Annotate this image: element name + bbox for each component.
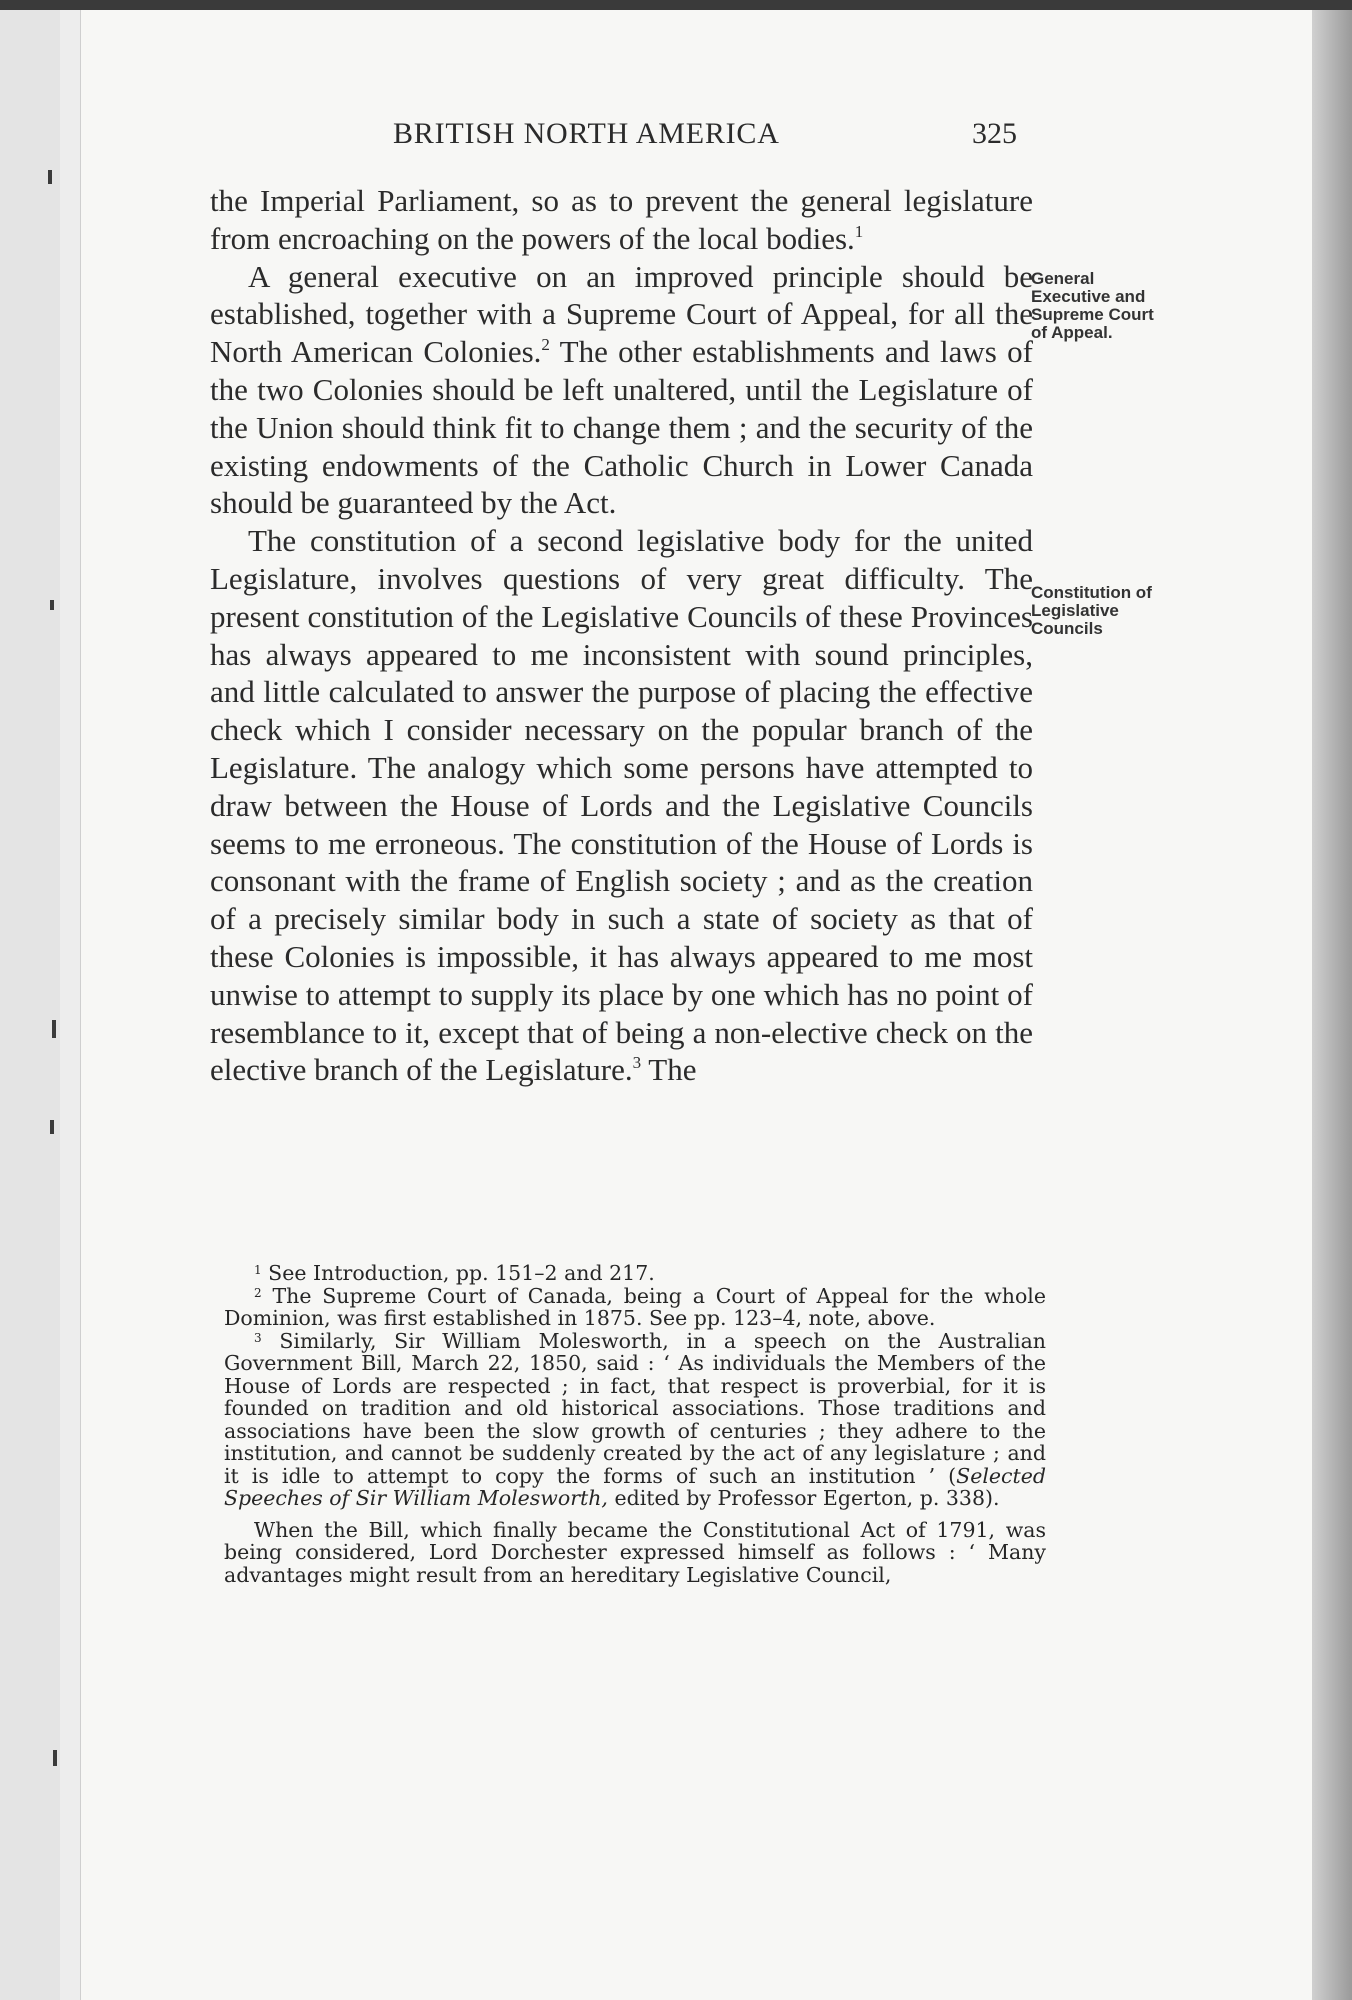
binding-mark <box>50 600 54 610</box>
footnote-book-title: Selected Speeches of Sir William Molesworth, <box>224 1463 1046 1510</box>
paragraph-text: The constitution of a second legislative body for the united Legislature, involves questions of very great difficulty. The present constitution of the Legislative Councils of these Provinces has always appeared to me inconsistent with sound principles, and little calculated to answer the purpose of placing the effective check which I consider necessary on the popular branch of the Legislature. The analogy which some persons have attempted to draw between the House of Lords and the Legislative Councils seems to me erroneous. The constitution of the House of Lords is consonant with the frame of English society ; and as the creation of a precisely similar body in such a state of society as that of these Colonies is impossible, it has always appeared to me most unwise to attempt to supply its place by one which has no point of resemblance to it, except that of being a non-elective check on the elective branch of the Legislature. <box>210 523 1033 1088</box>
binding-mark <box>53 1750 57 1766</box>
main-text <box>210 182 1033 1089</box>
binding-mark <box>50 1120 54 1134</box>
page-edge <box>1312 10 1352 2000</box>
running-head: BRITISH NORTH AMERICA <box>393 117 780 150</box>
footnote-ref: 2 <box>541 335 550 355</box>
footnote-ref: 1 <box>854 221 864 241</box>
paragraph-text: A general executive on an improved principle should be established, together with a Supreme Court of Appeal, for all the North American Colonies. <box>210 258 1033 370</box>
footnote-number: 3 <box>254 1330 262 1345</box>
scan-top-border <box>0 0 1352 10</box>
page-number: 325 <box>972 117 1017 150</box>
paragraph-text: The <box>641 1052 697 1088</box>
margin-note-constitution: Constitution of Legislative Councils <box>1031 583 1152 638</box>
paragraph <box>210 522 1033 1089</box>
paragraph-text: the Imperial Parliament, so as to prevent the general legislature from encroaching on the powers of the local bodies. <box>210 183 1033 256</box>
paragraph <box>210 182 1033 258</box>
footnote-text: When the Bill, which finally became the Constitutional Act of 1791, was being considered, Lord Dorchester expressed himself as follows : ‘ Many advantages might result from an hereditary Legislative Council, <box>224 1517 1046 1587</box>
margin-note-general-executive: General Executive and Supreme Court of Appeal. <box>1031 269 1154 342</box>
paragraph <box>210 258 1033 523</box>
footnote-text: Similarly, Sir William Molesworth, in a speech on the Australian Government Bill, March 22, 1850, said : ‘ As individuals the Members of the House of Lords are respected ; in fact, that respect is proverbial, for it is founded on tradition and old historical associations. Those traditions and associations have been the slow growth of centuries ; they adhere to the institution, and cannot be suddenly created by the act of any legislature ; and it is idle to attempt to copy the forms of such an institution ’ ( <box>224 1328 1046 1488</box>
footnote-number: 1 <box>254 1263 262 1277</box>
footnote <box>224 1330 1046 1510</box>
footnote-continuation <box>224 1519 1046 1587</box>
footnote-text: See Introduction, pp. 151–2 and 217. <box>268 1261 655 1285</box>
footnote-text: edited by Professor Egerton, p. 338). <box>607 1486 1000 1510</box>
facing-page-margin <box>0 10 60 2000</box>
binding-mark <box>48 170 52 184</box>
paragraph-text: The other establishments and laws of the two Colonies should be left unaltered, until the Legislature of the Union should think fit to change them ; and the security of the existing endowments of the Catholic Church in Lower Canada should be guaranteed by the Act. <box>210 334 1033 521</box>
footnote-text: The Supreme Court of Canada, being a Court of Appeal for the whole Dominion, was first established in 1875. See pp. 123–4, note, above. <box>224 1283 1046 1330</box>
footnote-ref: 3 <box>632 1053 642 1073</box>
footnote <box>224 1285 1046 1330</box>
binding-mark <box>52 1020 56 1038</box>
footnote <box>224 1262 1046 1285</box>
footnotes <box>224 1262 1046 1586</box>
footnote-number: 2 <box>254 1285 262 1300</box>
